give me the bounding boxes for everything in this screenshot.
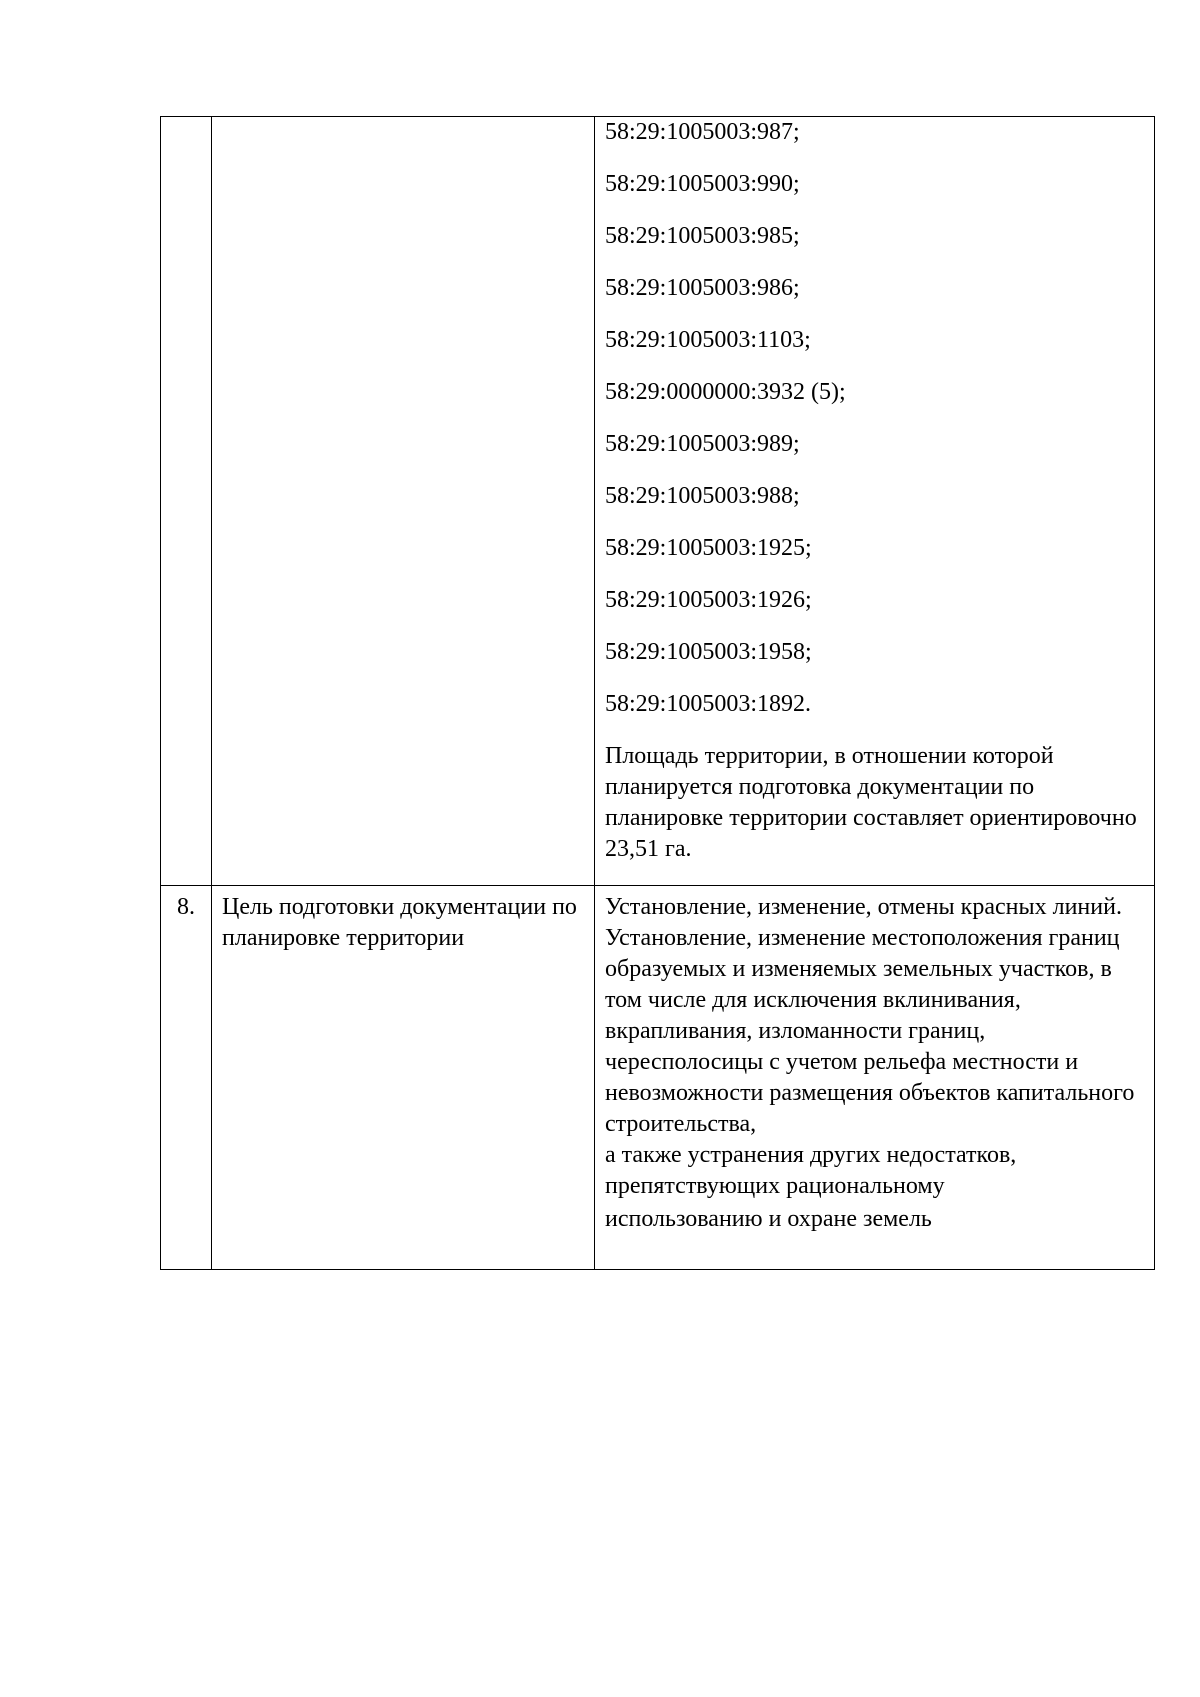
cadastral-number: 58:29:1005003:1925;: [605, 535, 812, 561]
row-label-cell: [212, 117, 595, 886]
cadastral-number: 58:29:1005003:986;: [605, 275, 800, 301]
cadastral-number: 58:29:1005003:1103;: [605, 327, 811, 353]
cadastral-number: 58:29:0000000:3932 (5);: [605, 379, 846, 405]
row-number-cell: [161, 886, 212, 1270]
purpose-paragraph: Установление, изменение, отмены красных линий.: [605, 894, 1122, 920]
cadastral-number: 58:29:1005003:1958;: [605, 639, 812, 665]
table-row-continuation: [161, 117, 1155, 886]
cadastral-number: 58:29:1005003:987;: [605, 119, 800, 145]
document-table: [160, 116, 1155, 1270]
row-number: 8.: [177, 894, 195, 920]
purpose-paragraph: Установление, изменение местоположения границ образуемых и изменяемых земельных участков, в том числе для исключения вклинивания, вкрапливания, изломанности границ, чересполосицы с учетом рельефа местности и невозможности размещения объектов капитального строительства,: [605, 925, 1135, 1137]
purpose-paragraph: а также устранения других недостатков, препятствующих рациональному: [605, 1142, 1017, 1199]
cadastral-number: 58:29:1005003:989;: [605, 431, 800, 457]
cadastral-number: 58:29:1005003:985;: [605, 223, 800, 249]
table-row-8: [161, 886, 1155, 1270]
row-number-cell: [161, 117, 212, 886]
cadastral-number: 58:29:1005003:990;: [605, 171, 800, 197]
cadastral-number: 58:29:1005003:988;: [605, 483, 800, 509]
cadastral-number: 58:29:1005003:1926;: [605, 587, 812, 613]
cadastral-number: 58:29:1005003:1892.: [605, 691, 812, 717]
row-label: Цель подготовки документации по планировке территории: [222, 894, 577, 951]
purpose-paragraph: использованию и охране земель: [605, 1206, 932, 1232]
row-label-cell: [212, 886, 595, 1270]
cadastral-number-list: [605, 117, 1144, 741]
row-content-cell: [595, 117, 1155, 886]
territory-area-text: Площадь территории, в отношении которой планируется подготовка документации по планировке территории составляет ориентировочно 23,51 га.: [605, 743, 1137, 862]
row-content-cell: [595, 886, 1155, 1270]
